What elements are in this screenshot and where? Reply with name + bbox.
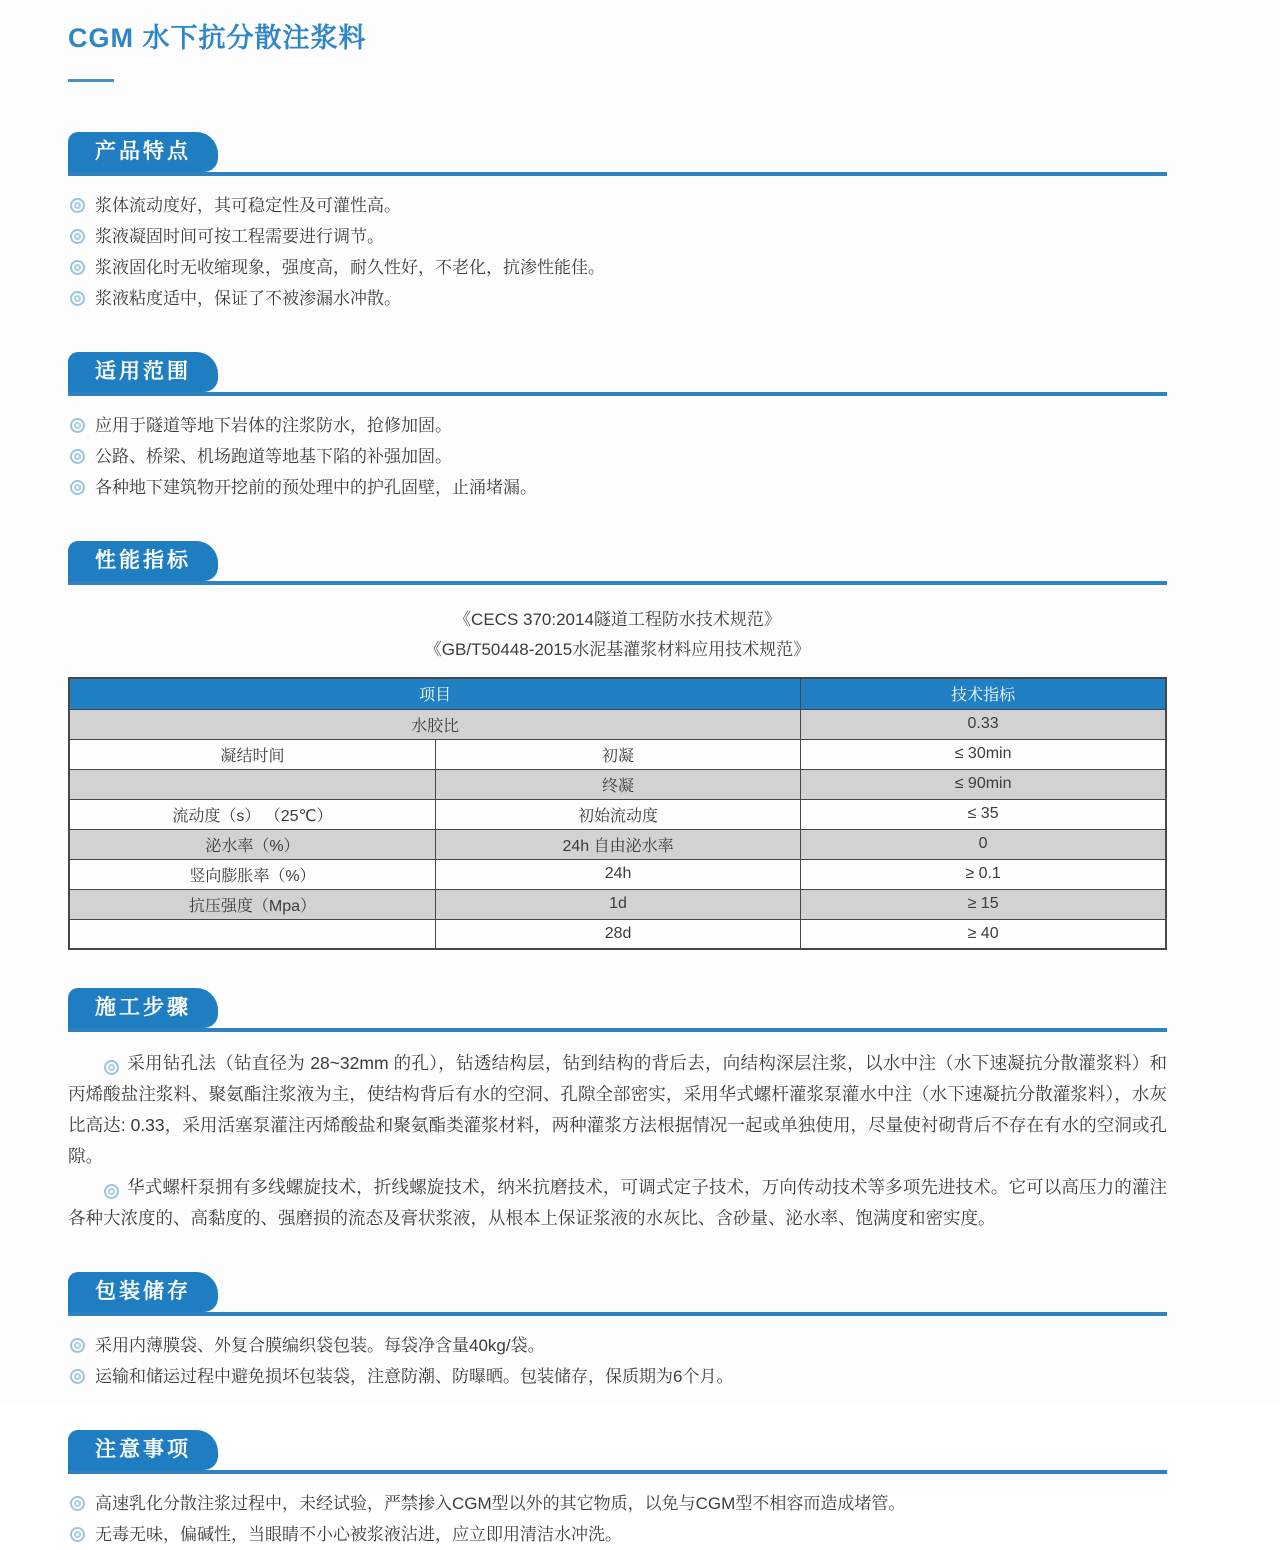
table-cell-value: ≥ 0.1 [801, 859, 1166, 889]
table-cell-item: 竖向膨胀率（%） [69, 859, 435, 889]
section-scope [68, 352, 1167, 503]
table-cell-value: ≤ 90min [801, 769, 1166, 799]
bullet-icon [70, 1527, 85, 1542]
bullet-text: 浆体流动度好，其可稳定性及可灌性高。 [95, 196, 401, 215]
bullet-icon [70, 229, 85, 244]
section-header [68, 1272, 1167, 1316]
table-cell-sub: 终凝 [435, 769, 800, 799]
bullet-text: 各种地下建筑物开挖前的预处理中的护孔固壁，止涌堵漏。 [95, 478, 537, 497]
standard-reference: 《GB/T50448-2015水泥基灌浆材料应用技术规范》 [424, 640, 811, 659]
section-title-badge [68, 1430, 218, 1470]
table-cell-sub: 1d [435, 889, 800, 919]
bullet-icon [70, 480, 85, 495]
table-row [69, 889, 1166, 919]
standard-reference: 《CECS 370:2014隧道工程防水技术规范》 [454, 610, 781, 629]
table-cell-value: ≥ 40 [801, 919, 1166, 949]
section-features [68, 132, 1167, 314]
paragraph-text: 采用钻孔法（钻直径为 28~32mm 的孔），钻透结构层，钻到结构的背后去，向结构深层注浆，以水中注（水下速凝抗分散灌浆料）和丙烯酸盐注浆料、聚氨酯注浆液为主，使结构背后有水的空洞、孔隙全部密实，采用华式螺杆灌浆泵灌水中注（水下速凝抗分散灌浆料），水灰比高达: 0.33，采用活塞泵灌注丙烯酸盐和聚氨酯类灌浆材料，两种灌浆方法根据情况一起或单独使用，尽量使衬砌背后不存在有水的空洞或孔隙。 [68, 1053, 1167, 1166]
section-performance [68, 541, 1167, 950]
table-header-value: 技术指标 [801, 678, 1166, 709]
page-title: CGM 水下抗分散注浆料 [68, 23, 367, 53]
bullet-text: 浆液粘度适中，保证了不被渗漏水冲散。 [95, 289, 401, 308]
bullet-icon [104, 1184, 119, 1199]
section-packaging [68, 1272, 1167, 1392]
precautions-list [68, 1488, 1167, 1550]
section-header [68, 541, 1167, 585]
section-header [68, 1430, 1167, 1474]
section-title: 注意事项 [95, 1438, 191, 1461]
list-item [68, 1488, 1167, 1519]
table-cell-item: 水胶比 [69, 709, 801, 739]
section-title: 施工步骤 [95, 996, 191, 1019]
table-row [69, 739, 1166, 769]
bullet-text: 高速乳化分散注浆过程中，未经试验，严禁掺入CGM型以外的其它物质，以免与CGM型不相容而造成堵管。 [95, 1494, 906, 1513]
bullet-text: 公路、桥梁、机场跑道等地基下陷的补强加固。 [95, 447, 452, 466]
list-item [68, 1361, 1167, 1392]
section-precautions [68, 1430, 1167, 1550]
paragraph-text: 华式螺杆泵拥有多线螺旋技术，折线螺旋技术，纳米抗磨技术，可调式定子技术，万向传动技术等多项先进技术。它可以高压力的灌注各种大浓度的、高黏度的、强磨损的流态及膏状浆液，从根本上保证浆液的水灰比、含砂量、泌水率、饱满度和密实度。 [68, 1177, 1167, 1228]
table-cell-sub: 24h 自由泌水率 [435, 829, 800, 859]
scope-list [68, 410, 1167, 503]
table-cell-item: 流动度（s） （25℃） [69, 799, 435, 829]
performance-table [68, 677, 1167, 950]
table-cell-sub: 初凝 [435, 739, 800, 769]
table-row [69, 799, 1166, 829]
bullet-text: 运输和储运过程中避免损坏包装袋，注意防潮、防曝晒。包装储存，保质期为6个月。 [95, 1367, 734, 1386]
list-item [68, 190, 1167, 221]
standards-references [68, 605, 1167, 665]
section-title-badge [68, 988, 218, 1028]
bullet-icon [70, 260, 85, 275]
paragraph [68, 1172, 1167, 1234]
section-title: 产品特点 [95, 140, 191, 163]
features-list [68, 190, 1167, 314]
table-cell-item: 泌水率（%） [69, 829, 435, 859]
bullet-icon [70, 418, 85, 433]
list-item [68, 1330, 1167, 1361]
bullet-text: 采用内薄膜袋、外复合膜编织袋包装。每袋净含量40kg/袋。 [95, 1336, 545, 1355]
table-cell-value: ≥ 15 [801, 889, 1166, 919]
section-title: 适用范围 [95, 360, 191, 383]
table-header-row [69, 678, 1166, 709]
list-item [68, 441, 1167, 472]
table-row [69, 919, 1166, 949]
bullet-icon [104, 1060, 119, 1075]
table-cell-value: ≤ 30min [801, 739, 1166, 769]
bullet-text: 浆液凝固时间可按工程需要进行调节。 [95, 227, 384, 246]
section-title: 性能指标 [95, 549, 191, 572]
bullet-text: 应用于隧道等地下岩体的注浆防水，抢修加固。 [95, 416, 452, 435]
section-header [68, 988, 1167, 1032]
list-item [68, 252, 1167, 283]
table-cell-sub: 24h [435, 859, 800, 889]
section-title: 包装储存 [95, 1280, 191, 1303]
bullet-text: 无毒无味，偏碱性，当眼睛不小心被浆液沾进，应立即用清洁水冲洗。 [95, 1525, 622, 1544]
list-item [68, 472, 1167, 503]
bullet-icon [70, 449, 85, 464]
table-cell-value: 0 [801, 829, 1166, 859]
section-title-badge [68, 541, 218, 581]
construction-paragraphs [68, 1048, 1167, 1234]
section-title-badge [68, 352, 218, 392]
paragraph [68, 1048, 1167, 1172]
table-header-item: 项目 [69, 678, 801, 709]
table-cell-item [69, 919, 435, 949]
section-title-badge [68, 1272, 218, 1312]
bullet-icon [70, 1496, 85, 1511]
table-row [69, 829, 1166, 859]
list-item [68, 1519, 1167, 1550]
list-item [68, 410, 1167, 441]
table-row [69, 769, 1166, 799]
bullet-text: 浆液固化时无收缩现象，强度高，耐久性好，不老化，抗渗性能佳。 [95, 258, 605, 277]
table-cell-value: 0.33 [801, 709, 1166, 739]
section-header [68, 132, 1167, 176]
table-cell-value: ≤ 35 [801, 799, 1166, 829]
table-cell-sub: 28d [435, 919, 800, 949]
table-row [69, 859, 1166, 889]
packaging-list [68, 1330, 1167, 1392]
table-cell-item [69, 769, 435, 799]
section-construction [68, 988, 1167, 1234]
bullet-icon [70, 291, 85, 306]
bullet-icon [70, 1369, 85, 1384]
table-cell-sub: 初始流动度 [435, 799, 800, 829]
section-header [68, 352, 1167, 396]
bullet-icon [70, 198, 85, 213]
bullet-icon [70, 1338, 85, 1353]
table-cell-item: 抗压强度（Mpa） [69, 889, 435, 919]
list-item [68, 283, 1167, 314]
table-cell-item: 凝结时间 [69, 739, 435, 769]
table-row [69, 709, 1166, 739]
list-item [68, 221, 1167, 252]
title-underline [68, 79, 114, 82]
section-title-badge [68, 132, 218, 172]
